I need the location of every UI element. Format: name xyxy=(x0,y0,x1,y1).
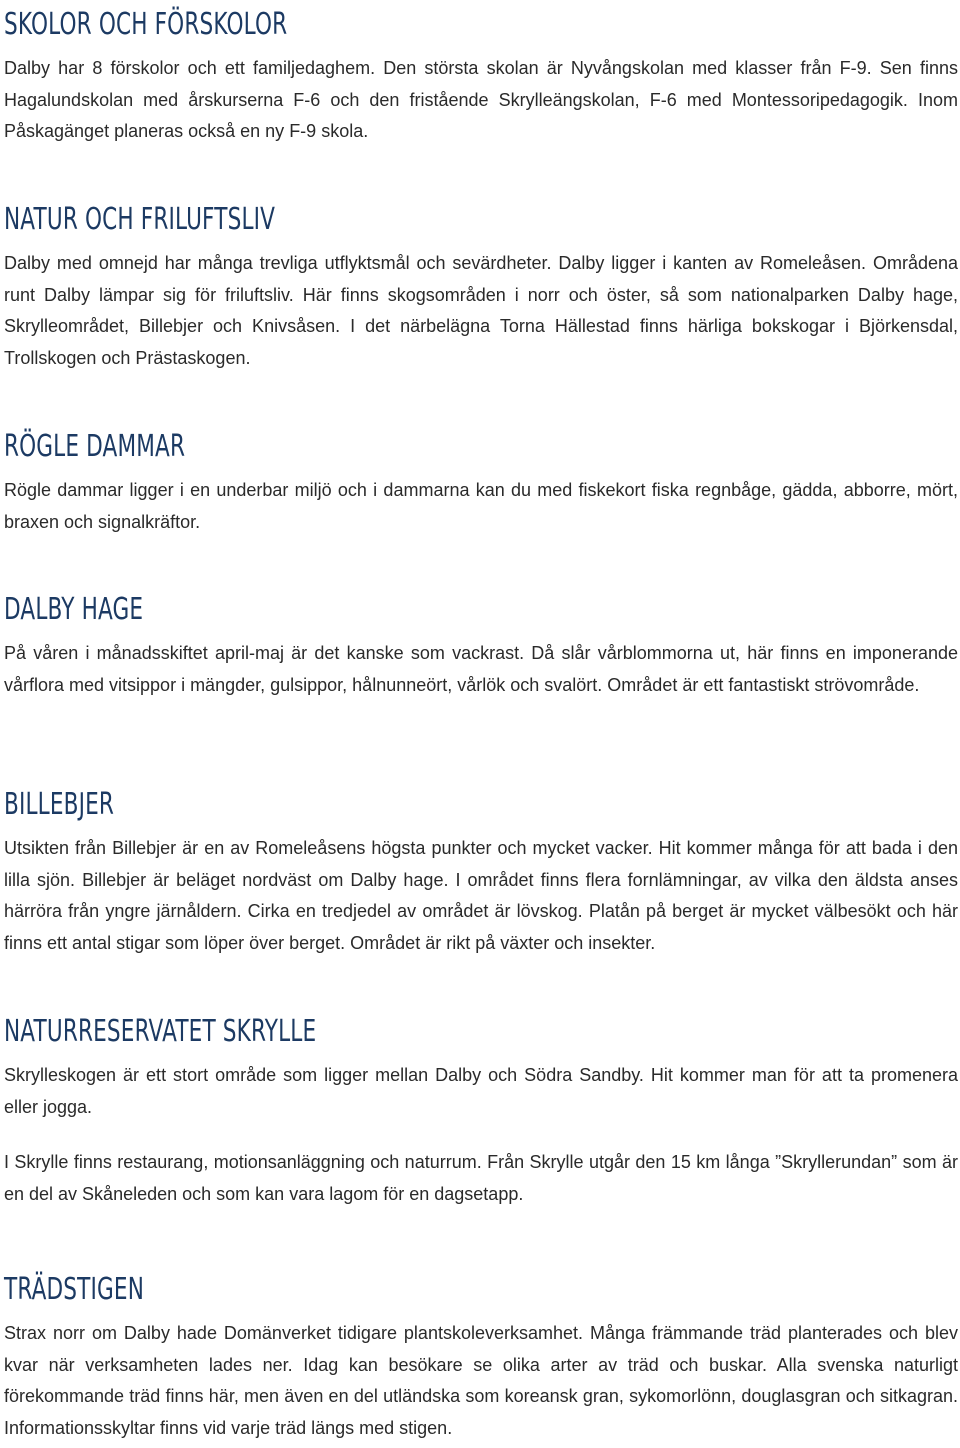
section-skrylle xyxy=(4,1012,958,1210)
section-paragraph: Skrylleskogen är ett stort område som ligger mellan Dalby och Södra Sandby. Hit kommer man för att ta promenera eller jogga. xyxy=(4,1065,958,1117)
section-paragraph: Strax norr om Dalby hade Domänverket tidigare plantskoleverksamhet. Många främmande träd planterades och blev kvar när verksamheten lades ner. Idag kan besökare se olika arter av träd och buskar. Alla svenska naturligt förekommande träd finns här, men även en del utländska som koreansk gran, sykomorlönn, douglasgran och sitkagran. Informationsskyltar finns vid varje träd längs med stigen. xyxy=(4,1323,958,1438)
section-billebjer xyxy=(4,785,958,959)
section-paragraph: I Skrylle finns restaurang, motionsanläggning och naturrum. Från Skrylle utgår den 15 km långa ”Skryllerundan” som är en del av Skåneleden och som kan vara lagom för en dagsetapp. xyxy=(4,1152,958,1204)
section-heading: SKOLOR OCH FÖRSKOLOR xyxy=(4,7,288,42)
section-natur xyxy=(4,200,958,374)
section-heading: RÖGLE DAMMAR xyxy=(4,429,186,464)
section-heading: DALBY HAGE xyxy=(4,592,144,627)
section-dalby-hage xyxy=(4,590,958,701)
section-paragraph: Rögle dammar ligger i en underbar miljö och i dammarna kan du med fiskekort fiska regnbåge, gädda, abborre, mört, braxen och signalkräftor. xyxy=(4,480,958,532)
section-heading: TRÄDSTIGEN xyxy=(4,1272,144,1307)
section-paragraph: Utsikten från Billebjer är en av Romeleåsens högsta punkter och mycket vacker. Hit kommer många för att bada i den lilla sjön. Billebjer är beläget nordväst om Dalby hage. I området finns flera fornlämningar, av vilka den äldsta anses härröra från yngre järnåldern. Cirka en tredjedel av området är lövskog. Platån på berget är mycket välbesökt och här finns ett antal stigar som löper över berget. Området är rikt på växter och insekter. xyxy=(4,838,958,953)
section-paragraph: Dalby med omnejd har många trevliga utflyktsmål och sevärdheter. Dalby ligger i kanten av Romeleåsen. Områdena runt Dalby lämpar sig för friluftsliv. Här finns skogsområden i norr och öster, så som nationalparken Dalby hage, Skrylleområdet, Billebjer och Knivsåsen. I det närbelägna Torna Hällestad finns härliga bokskogar i Björkensdal, Trollskogen och Prästaskogen. xyxy=(4,253,958,368)
section-rogle-dammar xyxy=(4,427,958,538)
section-paragraph: På våren i månadsskiftet april-maj är det kanske som vackrast. Då slår vårblommorna ut, här finns en imponerande vårflora med vitsippor i mängder, gulsippor, hålnunneört, vårlök och svalört. Området är ett fantastiskt strövområde. xyxy=(4,643,958,695)
section-tradstigen xyxy=(4,1270,958,1444)
section-skolor xyxy=(4,5,958,148)
section-heading: NATURRESERVATET SKRYLLE xyxy=(4,1014,317,1049)
section-paragraph: Dalby har 8 förskolor och ett familjedaghem. Den största skolan är Nyvångskolan med klasser från F-9. Sen finns Hagalundskolan med årskurserna F-6 och den fristående Skrylleängskolan, F-6 med Montessoripedagogik. Inom Påskagänget planeras också en ny F-9 skola. xyxy=(4,58,958,141)
section-heading: BILLEBJER xyxy=(4,787,115,822)
section-heading: NATUR OCH FRILUFTSLIV xyxy=(4,202,276,237)
